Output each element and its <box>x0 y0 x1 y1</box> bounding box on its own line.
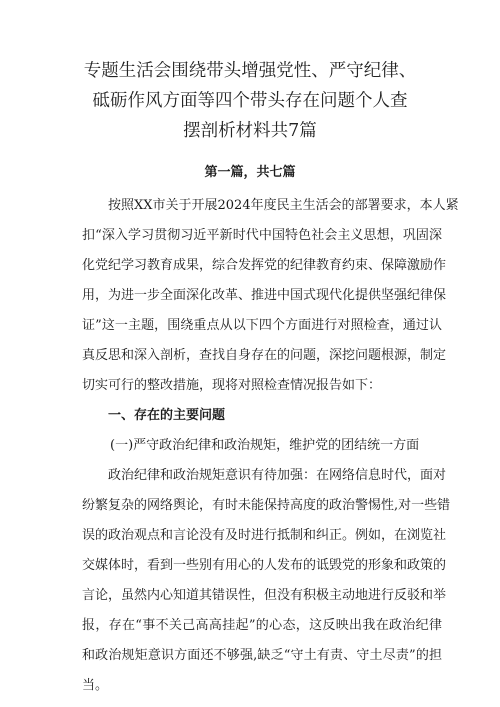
intro-line: 化党纪学习教育成果，综合发挥党的纪律教育约束、保障激励作 <box>82 258 447 273</box>
document-title-line-3: 摆剖析材料共7篇 <box>183 121 317 141</box>
intro-line: 证”这一主题，围绕重点从以下四个方面进行对照检查，通过认 <box>82 318 442 333</box>
body-line: 当。 <box>82 678 109 693</box>
body-line: 纷繁复杂的网络舆论，有时未能保持高度的政治警惕性,对一些错 <box>82 498 451 513</box>
subsection-heading: (一)严守政治纪律和政治规矩，维护党的团结统一方面 <box>110 438 420 453</box>
body-line: 误的政治观点和言论没有及时进行抵制和纠正。例如，在浏览社 <box>82 528 447 543</box>
body-line: 政治纪律和政治规矩意识有待加强：在网络信息时代，面对 <box>108 468 447 483</box>
body-line: 言论，虽然内心知道其错误性，但没有积极主动地进行反驳和举 <box>82 588 447 603</box>
body-line: 交媒体时，看到一些别有用心的人发布的诋毁党的形象和政策的 <box>82 558 447 573</box>
intro-line: 切实可行的整改措施，现将对照检查情况报告如下： <box>82 378 382 393</box>
intro-line: 真反思和深入剖析，查找自身存在的问题，深挖问题根源，制定 <box>82 348 447 363</box>
body-line: 和政治规矩意识方面还不够强,缺乏“守土有责、守土尽责”的担 <box>82 648 442 663</box>
intro-line: 按照XX市关于开展2024年度民主生活会的部署要求，本人紧 <box>108 198 459 213</box>
intro-line: 用，为进一步全面深化改革、推进中国式现代化提供坚强纪律保 <box>82 288 447 303</box>
intro-line: 扣“深入学习贯彻习近平新时代中国特色社会主义思想，巩固深 <box>82 228 442 243</box>
document-title-line-1: 专题生活会围绕带头增强党性、严守纪律、 <box>83 61 417 81</box>
body-line: 报，存在“事不关己高高挂起”的心态，这反映出我在政治纪律 <box>82 618 442 633</box>
section-heading: 一、存在的主要问题 <box>108 408 226 423</box>
document-title-line-2: 砥砺作风方面等四个带头存在问题个人查 <box>92 91 408 111</box>
document-subtitle: 第一篇，共七篇 <box>204 165 296 180</box>
